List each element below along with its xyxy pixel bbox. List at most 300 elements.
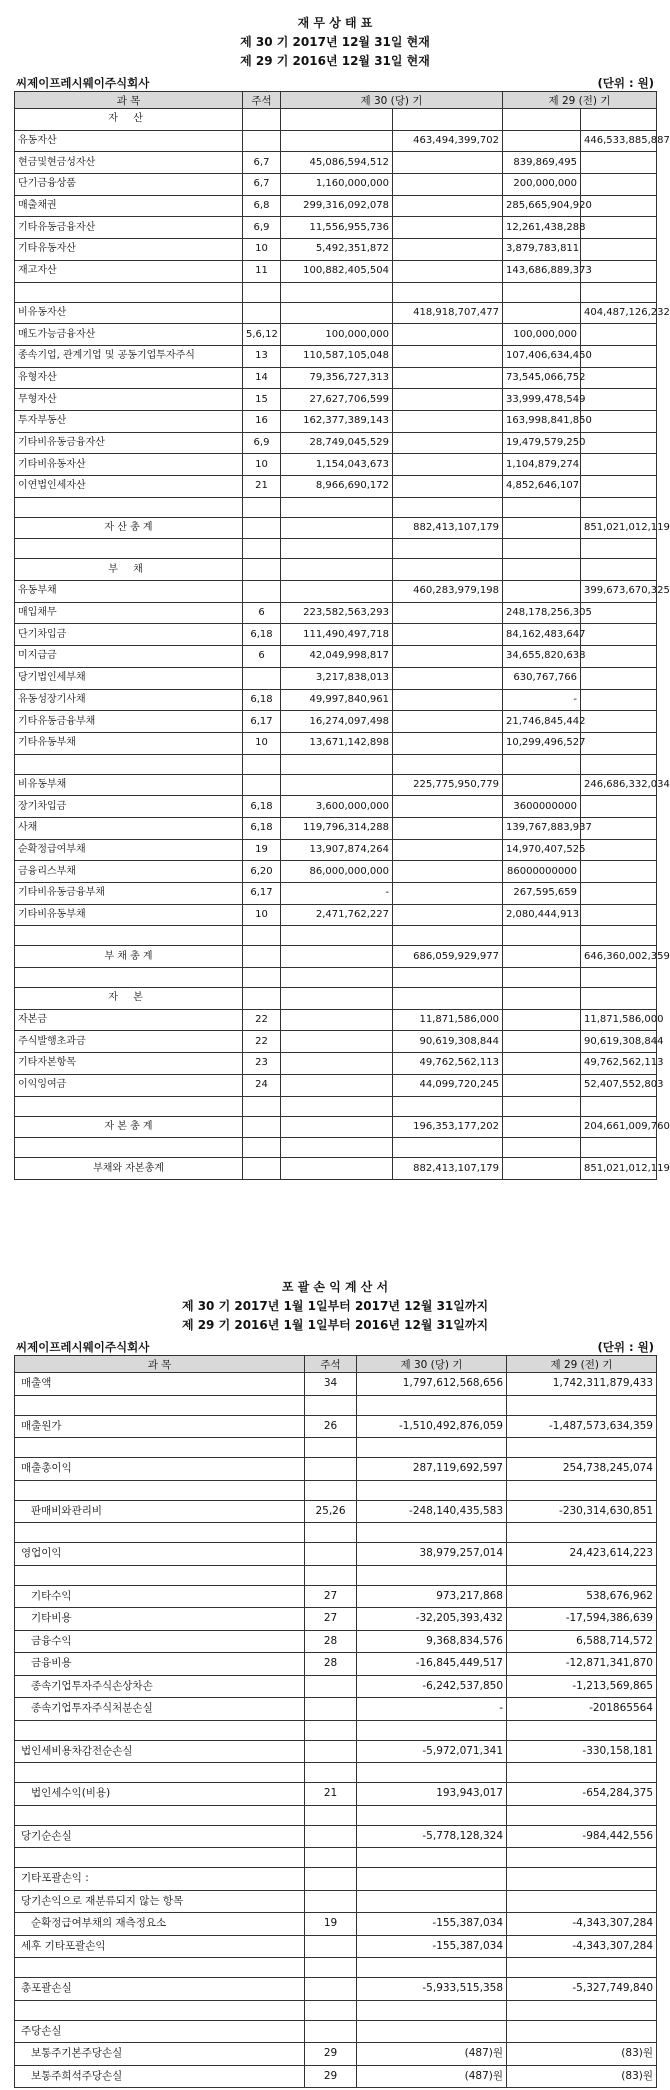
blank-cell xyxy=(281,517,393,539)
current-amount: (487)원 xyxy=(357,2043,507,2066)
blank-cell xyxy=(503,968,581,988)
blank-cell xyxy=(15,539,243,559)
previous-amount: 84,162,483,647 xyxy=(503,624,581,646)
current-amount: -5,972,071,341 xyxy=(357,1740,507,1763)
blank-row xyxy=(15,1138,657,1158)
blank-cell xyxy=(393,689,503,711)
note-ref: 22 xyxy=(243,1031,281,1053)
line-item-row xyxy=(15,839,657,861)
blank-cell xyxy=(15,282,243,302)
blank-cell xyxy=(503,497,581,517)
blank-cell xyxy=(581,689,657,711)
blank-cell xyxy=(305,1438,357,1458)
account-name: 비유동부채 xyxy=(15,774,243,796)
blank-cell xyxy=(15,1848,305,1868)
blank-cell xyxy=(15,1480,305,1500)
blank-cell xyxy=(15,2000,305,2020)
previous-amount: 3600000000 xyxy=(503,796,581,818)
line-item-row xyxy=(15,1608,657,1631)
previous-amount: 1,742,311,879,433 xyxy=(507,1373,657,1396)
account-name: 기타유동자산 xyxy=(15,239,243,261)
income-statement-table xyxy=(14,1355,657,2088)
blank-cell xyxy=(503,1138,581,1158)
blank-cell xyxy=(281,1053,393,1075)
blank-cell xyxy=(581,817,657,839)
previous-amount: 86000000000 xyxy=(503,861,581,883)
line-item-row xyxy=(15,1978,657,2001)
is-header-row xyxy=(15,1356,657,1373)
account-name: 기타비유동자산 xyxy=(15,454,243,476)
note-cell xyxy=(243,130,281,152)
current-amount: 9,368,834,576 xyxy=(357,1630,507,1653)
blank-cell xyxy=(281,1031,393,1053)
blank-cell xyxy=(581,324,657,346)
blank-cell xyxy=(357,1565,507,1585)
blank-cell xyxy=(357,1720,507,1740)
note-ref: 22 xyxy=(243,1009,281,1031)
line-item-row xyxy=(15,389,657,411)
blank-cell xyxy=(281,1116,393,1138)
previous-amount xyxy=(507,1890,657,1913)
note-ref xyxy=(305,1978,357,2001)
blank-cell xyxy=(581,239,657,261)
blank-row xyxy=(15,754,657,774)
blank-cell xyxy=(507,1395,657,1415)
blank-cell xyxy=(503,559,581,581)
bs-period-current: 제 30 기 2017년 12월 31일 현재 xyxy=(240,35,430,49)
line-item-row xyxy=(15,324,657,346)
blank-cell xyxy=(393,539,503,559)
blank-cell xyxy=(393,732,503,754)
total-label: 자 산 총 계 xyxy=(15,517,243,539)
note-ref xyxy=(305,1740,357,1763)
blank-cell xyxy=(503,517,581,539)
current-amount: -5,933,515,358 xyxy=(357,1978,507,2001)
previous-amount: (83)원 xyxy=(507,2065,657,2088)
blank-cell xyxy=(243,1158,281,1180)
account-name: 세후 기타포괄손익 xyxy=(15,1935,305,1958)
account-name: 기타비유동금융부채 xyxy=(15,883,243,905)
col-current: 제 30 (당) 기 xyxy=(357,1356,507,1373)
bs-title: 재 무 상 태 표 xyxy=(297,16,373,30)
line-item-row xyxy=(15,1913,657,1936)
account-name: 주당손실 xyxy=(15,2020,305,2043)
blank-cell xyxy=(393,109,503,131)
blank-cell xyxy=(393,324,503,346)
previous-amount: -4,343,307,284 xyxy=(507,1935,657,1958)
blank-cell xyxy=(243,1096,281,1116)
blank-cell xyxy=(281,539,393,559)
col-previous: 제 29 (전) 기 xyxy=(503,92,657,109)
blank-row xyxy=(15,539,657,559)
blank-cell xyxy=(281,946,393,968)
subtotal-row xyxy=(15,130,657,152)
unit-label: (단위 : 원) xyxy=(597,1340,654,1354)
previous-amount: 1,104,879,274 xyxy=(503,454,581,476)
blank-cell xyxy=(281,1009,393,1031)
blank-cell xyxy=(393,152,503,174)
line-item-row xyxy=(15,476,657,498)
blank-cell xyxy=(243,517,281,539)
blank-cell xyxy=(507,1523,657,1543)
blank-cell xyxy=(393,646,503,668)
equity-row xyxy=(15,1053,657,1075)
previous-amount: (83)원 xyxy=(507,2043,657,2066)
blank-cell xyxy=(305,1565,357,1585)
account-name: 종속기업, 관계기업 및 공동기업투자주식 xyxy=(15,345,243,367)
blank-cell xyxy=(393,217,503,239)
line-item-row xyxy=(15,345,657,367)
line-item-row xyxy=(15,1415,657,1438)
grand-total-row xyxy=(15,1116,657,1138)
current-amount: -248,140,435,583 xyxy=(357,1500,507,1523)
line-item-row xyxy=(15,367,657,389)
blank-row xyxy=(15,1523,657,1543)
previous-total: 90,619,308,844 xyxy=(581,1031,657,1053)
note-ref: 6,8 xyxy=(243,195,281,217)
previous-amount: 100,000,000 xyxy=(503,324,581,346)
blank-cell xyxy=(281,559,393,581)
blank-cell xyxy=(243,968,281,988)
line-item-row xyxy=(15,796,657,818)
current-amount: -16,845,449,517 xyxy=(357,1653,507,1676)
blank-cell xyxy=(281,282,393,302)
current-total: 196,353,177,202 xyxy=(393,1116,503,1138)
account-name: 유동부채 xyxy=(15,581,243,603)
current-amount: 299,316,092,078 xyxy=(281,195,393,217)
blank-cell xyxy=(243,282,281,302)
blank-cell xyxy=(393,796,503,818)
account-name: 기타자본항목 xyxy=(15,1053,243,1075)
previous-amount: -4,343,307,284 xyxy=(507,1913,657,1936)
blank-cell xyxy=(281,1138,393,1158)
blank-row xyxy=(15,1848,657,1868)
blank-cell xyxy=(503,109,581,131)
line-item-row xyxy=(15,152,657,174)
current-amount: -1,510,492,876,059 xyxy=(357,1415,507,1438)
is-body xyxy=(15,1373,657,2088)
current-amount: 3,600,000,000 xyxy=(281,796,393,818)
line-item-row xyxy=(15,1890,657,1913)
current-amount: -5,778,128,324 xyxy=(357,1825,507,1848)
line-item-row xyxy=(15,883,657,905)
col-note: 주석 xyxy=(243,92,281,109)
blank-cell xyxy=(581,904,657,926)
blank-cell xyxy=(15,1138,243,1158)
note-ref: 6,7 xyxy=(243,152,281,174)
current-amount xyxy=(357,1890,507,1913)
previous-amount: 839,869,495 xyxy=(503,152,581,174)
previous-amount: 14,970,407,525 xyxy=(503,839,581,861)
current-amount: 1,160,000,000 xyxy=(281,174,393,196)
note-ref: 6,18 xyxy=(243,817,281,839)
blank-row xyxy=(15,1438,657,1458)
blank-row xyxy=(15,1958,657,1978)
blank-cell xyxy=(393,195,503,217)
section-header-row xyxy=(15,109,657,131)
previous-amount: -1,213,569,865 xyxy=(507,1675,657,1698)
current-amount: 1,154,043,673 xyxy=(281,454,393,476)
account-name: 영업이익 xyxy=(15,1543,305,1566)
previous-amount: 248,178,256,305 xyxy=(503,602,581,624)
blank-cell xyxy=(581,839,657,861)
note-ref: 10 xyxy=(243,732,281,754)
blank-cell xyxy=(393,1096,503,1116)
note-ref: 6 xyxy=(243,602,281,624)
balance-sheet-table xyxy=(14,91,670,1180)
blank-cell xyxy=(393,454,503,476)
previous-amount: -12,871,341,870 xyxy=(507,1653,657,1676)
blank-cell xyxy=(281,130,393,152)
blank-cell xyxy=(581,1138,657,1158)
total-label: 자 본 총 계 xyxy=(15,1116,243,1138)
blank-cell xyxy=(357,1848,507,1868)
note-ref: 11 xyxy=(243,260,281,282)
previous-amount: 143,686,889,373 xyxy=(503,260,581,282)
note-ref: 6,18 xyxy=(243,796,281,818)
line-item-row xyxy=(15,646,657,668)
blank-cell xyxy=(581,217,657,239)
note-ref: 6,9 xyxy=(243,432,281,454)
blank-cell xyxy=(581,345,657,367)
blank-cell xyxy=(15,1395,305,1415)
previous-total: 49,762,562,113 xyxy=(581,1053,657,1075)
blank-row xyxy=(15,1763,657,1783)
blank-cell xyxy=(503,1031,581,1053)
blank-cell xyxy=(357,1805,507,1825)
note-ref: 26 xyxy=(305,1415,357,1438)
account-name: 판매비와관리비 xyxy=(15,1500,305,1523)
line-item-row xyxy=(15,2043,657,2066)
note-ref: 6,17 xyxy=(243,883,281,905)
note-ref: 6,7 xyxy=(243,174,281,196)
blank-cell xyxy=(243,926,281,946)
account-name: 순확정급여부채의 재측정요소 xyxy=(15,1913,305,1936)
account-name: 이연법인세자산 xyxy=(15,476,243,498)
current-total: 686,059,929,977 xyxy=(393,946,503,968)
note-ref: 15 xyxy=(243,389,281,411)
blank-cell xyxy=(15,1438,305,1458)
current-amount: 973,217,868 xyxy=(357,1585,507,1608)
subtotal-row xyxy=(15,581,657,603)
account-name: 보통주기본주당손실 xyxy=(15,2043,305,2066)
account-name: 기타수익 xyxy=(15,1585,305,1608)
line-item-row xyxy=(15,624,657,646)
equity-row xyxy=(15,1031,657,1053)
previous-amount: 538,676,962 xyxy=(507,1585,657,1608)
current-amount: 86,000,000,000 xyxy=(281,861,393,883)
blank-cell xyxy=(393,345,503,367)
account-name: 종속기업투자주식손상차손 xyxy=(15,1675,305,1698)
line-item-row xyxy=(15,602,657,624)
grand-total-row xyxy=(15,946,657,968)
account-name: 기타비유동금융자산 xyxy=(15,432,243,454)
line-item-row xyxy=(15,1500,657,1523)
blank-cell xyxy=(507,1763,657,1783)
blank-cell xyxy=(503,302,581,324)
account-name: 유동자산 xyxy=(15,130,243,152)
line-item-row xyxy=(15,1585,657,1608)
blank-cell xyxy=(305,1395,357,1415)
blank-row xyxy=(15,1805,657,1825)
note-ref xyxy=(305,1458,357,1481)
blank-cell xyxy=(581,497,657,517)
is-period-previous: 제 29 기 2016년 1월 1일부터 2016년 12월 31일까지 xyxy=(181,1318,489,1332)
line-item-row xyxy=(15,195,657,217)
blank-cell xyxy=(503,1116,581,1138)
previous-amount: 19,479,579,250 xyxy=(503,432,581,454)
blank-cell xyxy=(15,968,243,988)
blank-cell xyxy=(393,389,503,411)
grand-total-row xyxy=(15,1158,657,1180)
current-total: 11,871,586,000 xyxy=(393,1009,503,1031)
blank-cell xyxy=(503,282,581,302)
section-label: 자 본 xyxy=(15,988,243,1010)
blank-cell xyxy=(243,539,281,559)
is-title: 포 괄 손 익 계 산 서 xyxy=(281,1280,389,1294)
current-amount: 79,356,727,313 xyxy=(281,367,393,389)
blank-cell xyxy=(281,302,393,324)
section-header-row xyxy=(15,988,657,1010)
current-amount: 119,796,314,288 xyxy=(281,817,393,839)
line-item-row xyxy=(15,1458,657,1481)
blank-cell xyxy=(393,432,503,454)
blank-row xyxy=(15,1565,657,1585)
current-amount: 2,471,762,227 xyxy=(281,904,393,926)
col-note: 주석 xyxy=(305,1356,357,1373)
col-previous: 제 29 (전) 기 xyxy=(507,1356,657,1373)
blank-row xyxy=(15,2000,657,2020)
account-name: 기타유동금융부채 xyxy=(15,711,243,733)
line-item-row xyxy=(15,217,657,239)
line-item-row xyxy=(15,689,657,711)
blank-cell xyxy=(503,926,581,946)
current-amount: 5,492,351,872 xyxy=(281,239,393,261)
note-ref: 10 xyxy=(243,454,281,476)
previous-amount: -654,284,375 xyxy=(507,1783,657,1806)
blank-cell xyxy=(393,624,503,646)
current-amount: 3,217,838,013 xyxy=(281,667,393,689)
current-amount: (487)원 xyxy=(357,2065,507,2088)
blank-cell xyxy=(581,174,657,196)
previous-amount: 6,588,714,572 xyxy=(507,1630,657,1653)
note-cell xyxy=(243,302,281,324)
blank-cell xyxy=(357,1395,507,1415)
blank-cell xyxy=(281,754,393,774)
previous-amount: 163,998,841,850 xyxy=(503,410,581,432)
current-total: 882,413,107,179 xyxy=(393,517,503,539)
line-item-row xyxy=(15,904,657,926)
blank-cell xyxy=(581,926,657,946)
blank-cell xyxy=(357,1958,507,1978)
blank-cell xyxy=(393,497,503,517)
note-ref: 23 xyxy=(243,1053,281,1075)
current-total: 90,619,308,844 xyxy=(393,1031,503,1053)
note-ref: 34 xyxy=(305,1373,357,1396)
equity-row xyxy=(15,1074,657,1096)
blank-cell xyxy=(357,1763,507,1783)
blank-cell xyxy=(15,926,243,946)
account-name: 유형자산 xyxy=(15,367,243,389)
section-label: 부 채 xyxy=(15,559,243,581)
previous-amount: 254,738,245,074 xyxy=(507,1458,657,1481)
blank-cell xyxy=(581,624,657,646)
note-ref: 19 xyxy=(243,839,281,861)
blank-cell xyxy=(503,774,581,796)
blank-cell xyxy=(305,1848,357,1868)
grand-total-row xyxy=(15,517,657,539)
line-item-row xyxy=(15,1698,657,1721)
bs-header-row xyxy=(15,92,657,109)
account-name: 주식발행초과금 xyxy=(15,1031,243,1053)
blank-row xyxy=(15,968,657,988)
account-name: 기타포괄손익 : xyxy=(15,1868,305,1891)
note-ref xyxy=(305,1825,357,1848)
line-item-row xyxy=(15,1868,657,1891)
is-company-row xyxy=(14,1339,656,1355)
blank-cell xyxy=(507,1958,657,1978)
blank-cell xyxy=(581,646,657,668)
line-item-row xyxy=(15,432,657,454)
current-total: 225,775,950,779 xyxy=(393,774,503,796)
line-item-row xyxy=(15,1935,657,1958)
previous-amount: 139,767,883,937 xyxy=(503,817,581,839)
previous-amount: 24,423,614,223 xyxy=(507,1543,657,1566)
account-name: 사채 xyxy=(15,817,243,839)
account-name: 장기차입금 xyxy=(15,796,243,818)
note-ref: 5,6,12 xyxy=(243,324,281,346)
note-ref: 27 xyxy=(305,1585,357,1608)
blank-row xyxy=(15,497,657,517)
blank-cell xyxy=(357,1523,507,1543)
line-item-row xyxy=(15,1740,657,1763)
blank-cell xyxy=(393,883,503,905)
previous-total: 11,871,586,000 xyxy=(581,1009,657,1031)
blank-cell xyxy=(507,2000,657,2020)
previous-amount: 73,545,066,752 xyxy=(503,367,581,389)
blank-row xyxy=(15,1096,657,1116)
blank-cell xyxy=(581,367,657,389)
blank-cell xyxy=(393,174,503,196)
note-ref: 21 xyxy=(243,476,281,498)
note-ref: 6,9 xyxy=(243,217,281,239)
blank-cell xyxy=(243,497,281,517)
company-name: 씨제이프레시웨이주식회사 xyxy=(16,76,150,90)
account-name: 총포괄손실 xyxy=(15,1978,305,2001)
blank-cell xyxy=(15,1958,305,1978)
blank-cell xyxy=(393,239,503,261)
blank-cell xyxy=(305,1763,357,1783)
previous-amount: -230,314,630,851 xyxy=(507,1500,657,1523)
blank-row xyxy=(15,1720,657,1740)
current-amount: 11,556,955,736 xyxy=(281,217,393,239)
account-name: 기타유동부채 xyxy=(15,732,243,754)
blank-cell xyxy=(305,1958,357,1978)
equity-row xyxy=(15,1009,657,1031)
blank-cell xyxy=(15,497,243,517)
total-label: 부채와 자본총계 xyxy=(15,1158,243,1180)
note-ref: 28 xyxy=(305,1653,357,1676)
blank-cell xyxy=(581,539,657,559)
current-amount: 193,943,017 xyxy=(357,1783,507,1806)
previous-amount xyxy=(507,2020,657,2043)
account-name: 이익잉여금 xyxy=(15,1074,243,1096)
blank-cell xyxy=(581,432,657,454)
line-item-row xyxy=(15,1825,657,1848)
blank-cell xyxy=(243,109,281,131)
blank-cell xyxy=(581,711,657,733)
line-item-row xyxy=(15,711,657,733)
